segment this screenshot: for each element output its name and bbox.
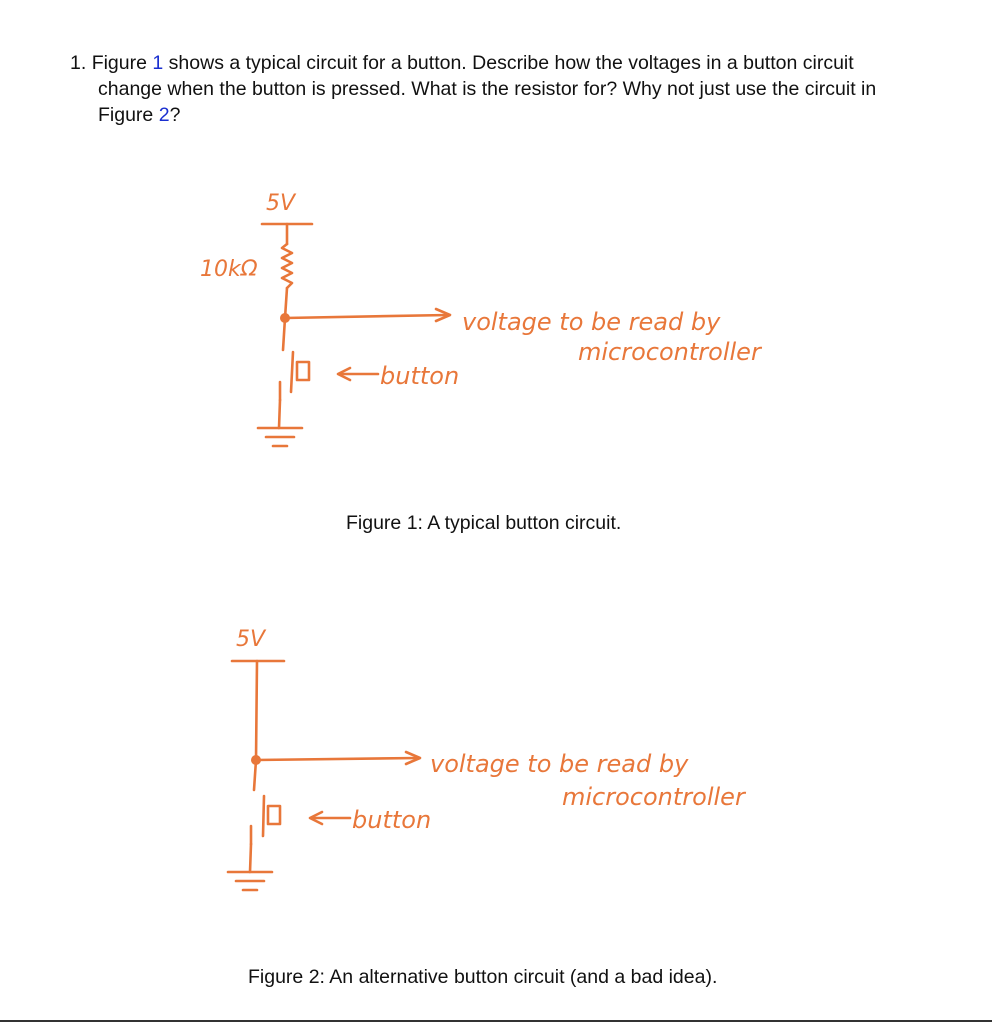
figure-1-reference[interactable]: 1	[152, 52, 164, 74]
fig2-output-label-2: microcontroller	[562, 783, 745, 811]
question-number: 1.	[70, 52, 87, 74]
question-text-3b: ?	[169, 104, 181, 126]
figure-1-circuit	[0, 180, 992, 480]
fig1-output-wire	[285, 315, 448, 318]
fig2-wire-direct	[256, 661, 257, 760]
figure-1-caption: Figure 1: A typical button circuit.	[346, 512, 622, 534]
figure-2-caption: Figure 2: An alternative button circuit (and a bad idea).	[248, 966, 718, 988]
question-text-1b: shows a typical circuit for a button. Describe how the voltages in a button circuit	[163, 52, 854, 74]
fig1-switch-contact	[291, 352, 293, 392]
question-line-3	[70, 102, 960, 128]
fig2-output-label-1: voltage to be read by	[430, 750, 689, 778]
question-text-3a: Figure	[98, 104, 159, 126]
question-block	[70, 50, 960, 128]
figure-2-reference[interactable]: 2	[158, 104, 170, 126]
question-text-1a: Figure	[91, 52, 153, 74]
fig1-switch-actuator	[297, 362, 309, 380]
fig2-junction-node	[251, 755, 261, 765]
fig1-button-label: button	[380, 362, 460, 390]
question-line-2: change when the button is pressed. What is the resistor for? Why not just use the circuit in	[98, 78, 877, 100]
fig2-output-wire	[256, 758, 418, 760]
fig1-wire-ground	[279, 400, 280, 428]
fig1-resistor	[282, 244, 292, 288]
fig1-resistor-label: 10kΩ	[200, 257, 258, 282]
page-bottom-rule	[0, 1020, 992, 1022]
fig1-supply-label: 5V	[266, 191, 296, 216]
question-line-1	[70, 50, 960, 76]
fig2-supply-label: 5V	[236, 627, 266, 652]
fig2-switch-contact	[263, 796, 264, 836]
figure-2-circuit	[0, 615, 992, 915]
fig1-junction-node	[280, 313, 290, 323]
fig2-button-label: button	[352, 806, 432, 834]
fig1-output-label-1: voltage to be read by	[462, 308, 721, 336]
fig2-wire-ground	[250, 844, 251, 872]
fig2-switch-actuator	[268, 806, 280, 824]
fig1-output-label-2: microcontroller	[578, 338, 761, 366]
